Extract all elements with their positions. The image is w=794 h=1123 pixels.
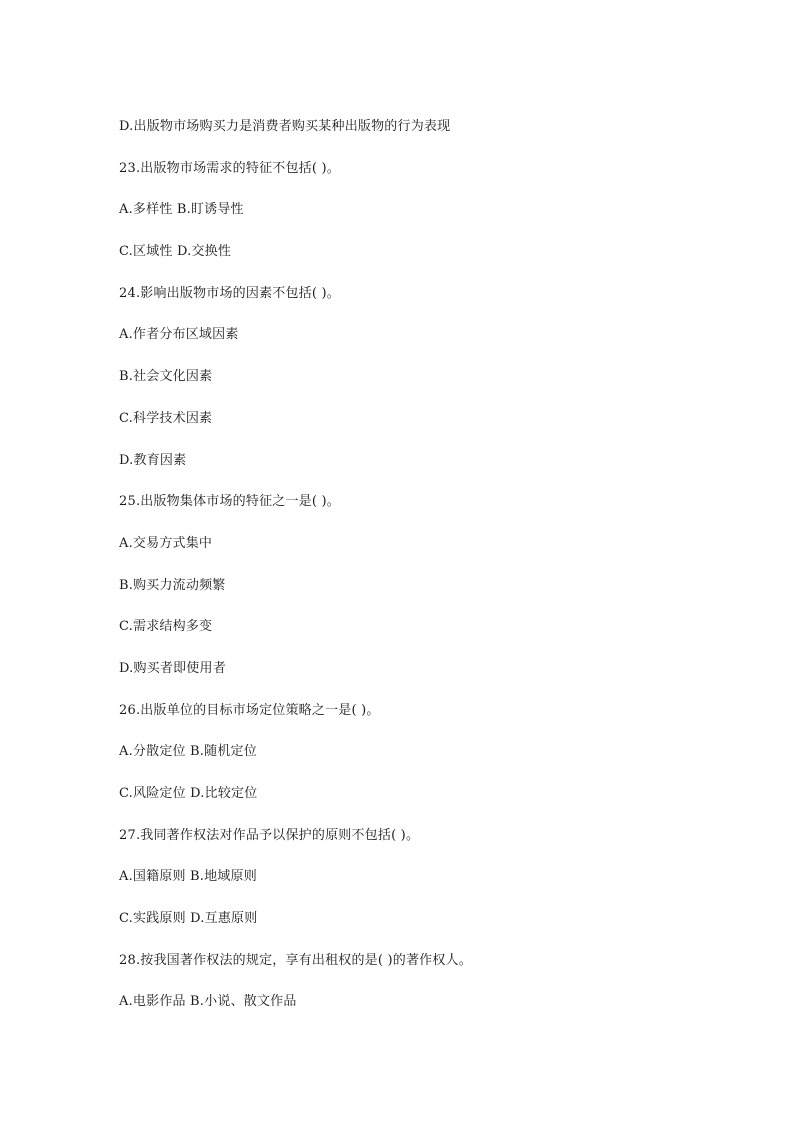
option-line: C.需求结构多变 — [119, 619, 213, 635]
options-line: A.分散定位 B.随机定位 — [119, 744, 257, 760]
options-line: C.风险定位 D.比较定位 — [119, 786, 258, 801]
option-line: B.购买力流动频繁 — [119, 577, 226, 593]
option-line: D.购买者即使用者 — [119, 660, 226, 676]
option-line: D.教育因素 — [119, 452, 187, 468]
options-line: C.实践原则 D.互惠原则 — [119, 911, 258, 927]
option-line: A.作者分布区域因素 — [119, 327, 239, 343]
question-list — [119, 117, 739, 1034]
question-28: 28.按我国著作权法的规定，享有出租权的是( )的著作权人。 — [119, 952, 472, 968]
text-line: D.出版物市场购买力是消费者购买某种出版物的行为表现 — [119, 119, 451, 134]
question-24: 24.影响出版物市场的因素不包括( )。 — [119, 285, 340, 301]
options-line: A.国籍原则 B.地域原则 — [119, 869, 257, 885]
option-line: A.交易方式集中 — [119, 535, 213, 551]
question-27: 27.我同著作权法对作品予以保护的原则不包括( )。 — [119, 827, 420, 843]
option-line: B.社会文化因素 — [119, 369, 213, 385]
options-line: A.电影作品 B.小说、散文作品 — [119, 994, 297, 1010]
option-line: C.科学技术因素 — [119, 410, 213, 426]
question-26: 26.出版单位的目标市场定位策略之一是( )。 — [119, 702, 380, 718]
options-line: C.区域性 D.交换性 — [119, 244, 232, 260]
question-23: 23.出版物市场需求的特征不包括( )。 — [119, 160, 340, 176]
question-25: 25.出版物集体市场的特征之一是( )。 — [119, 494, 340, 510]
options-line: A.多样性 B.盯诱导性 — [119, 202, 244, 218]
